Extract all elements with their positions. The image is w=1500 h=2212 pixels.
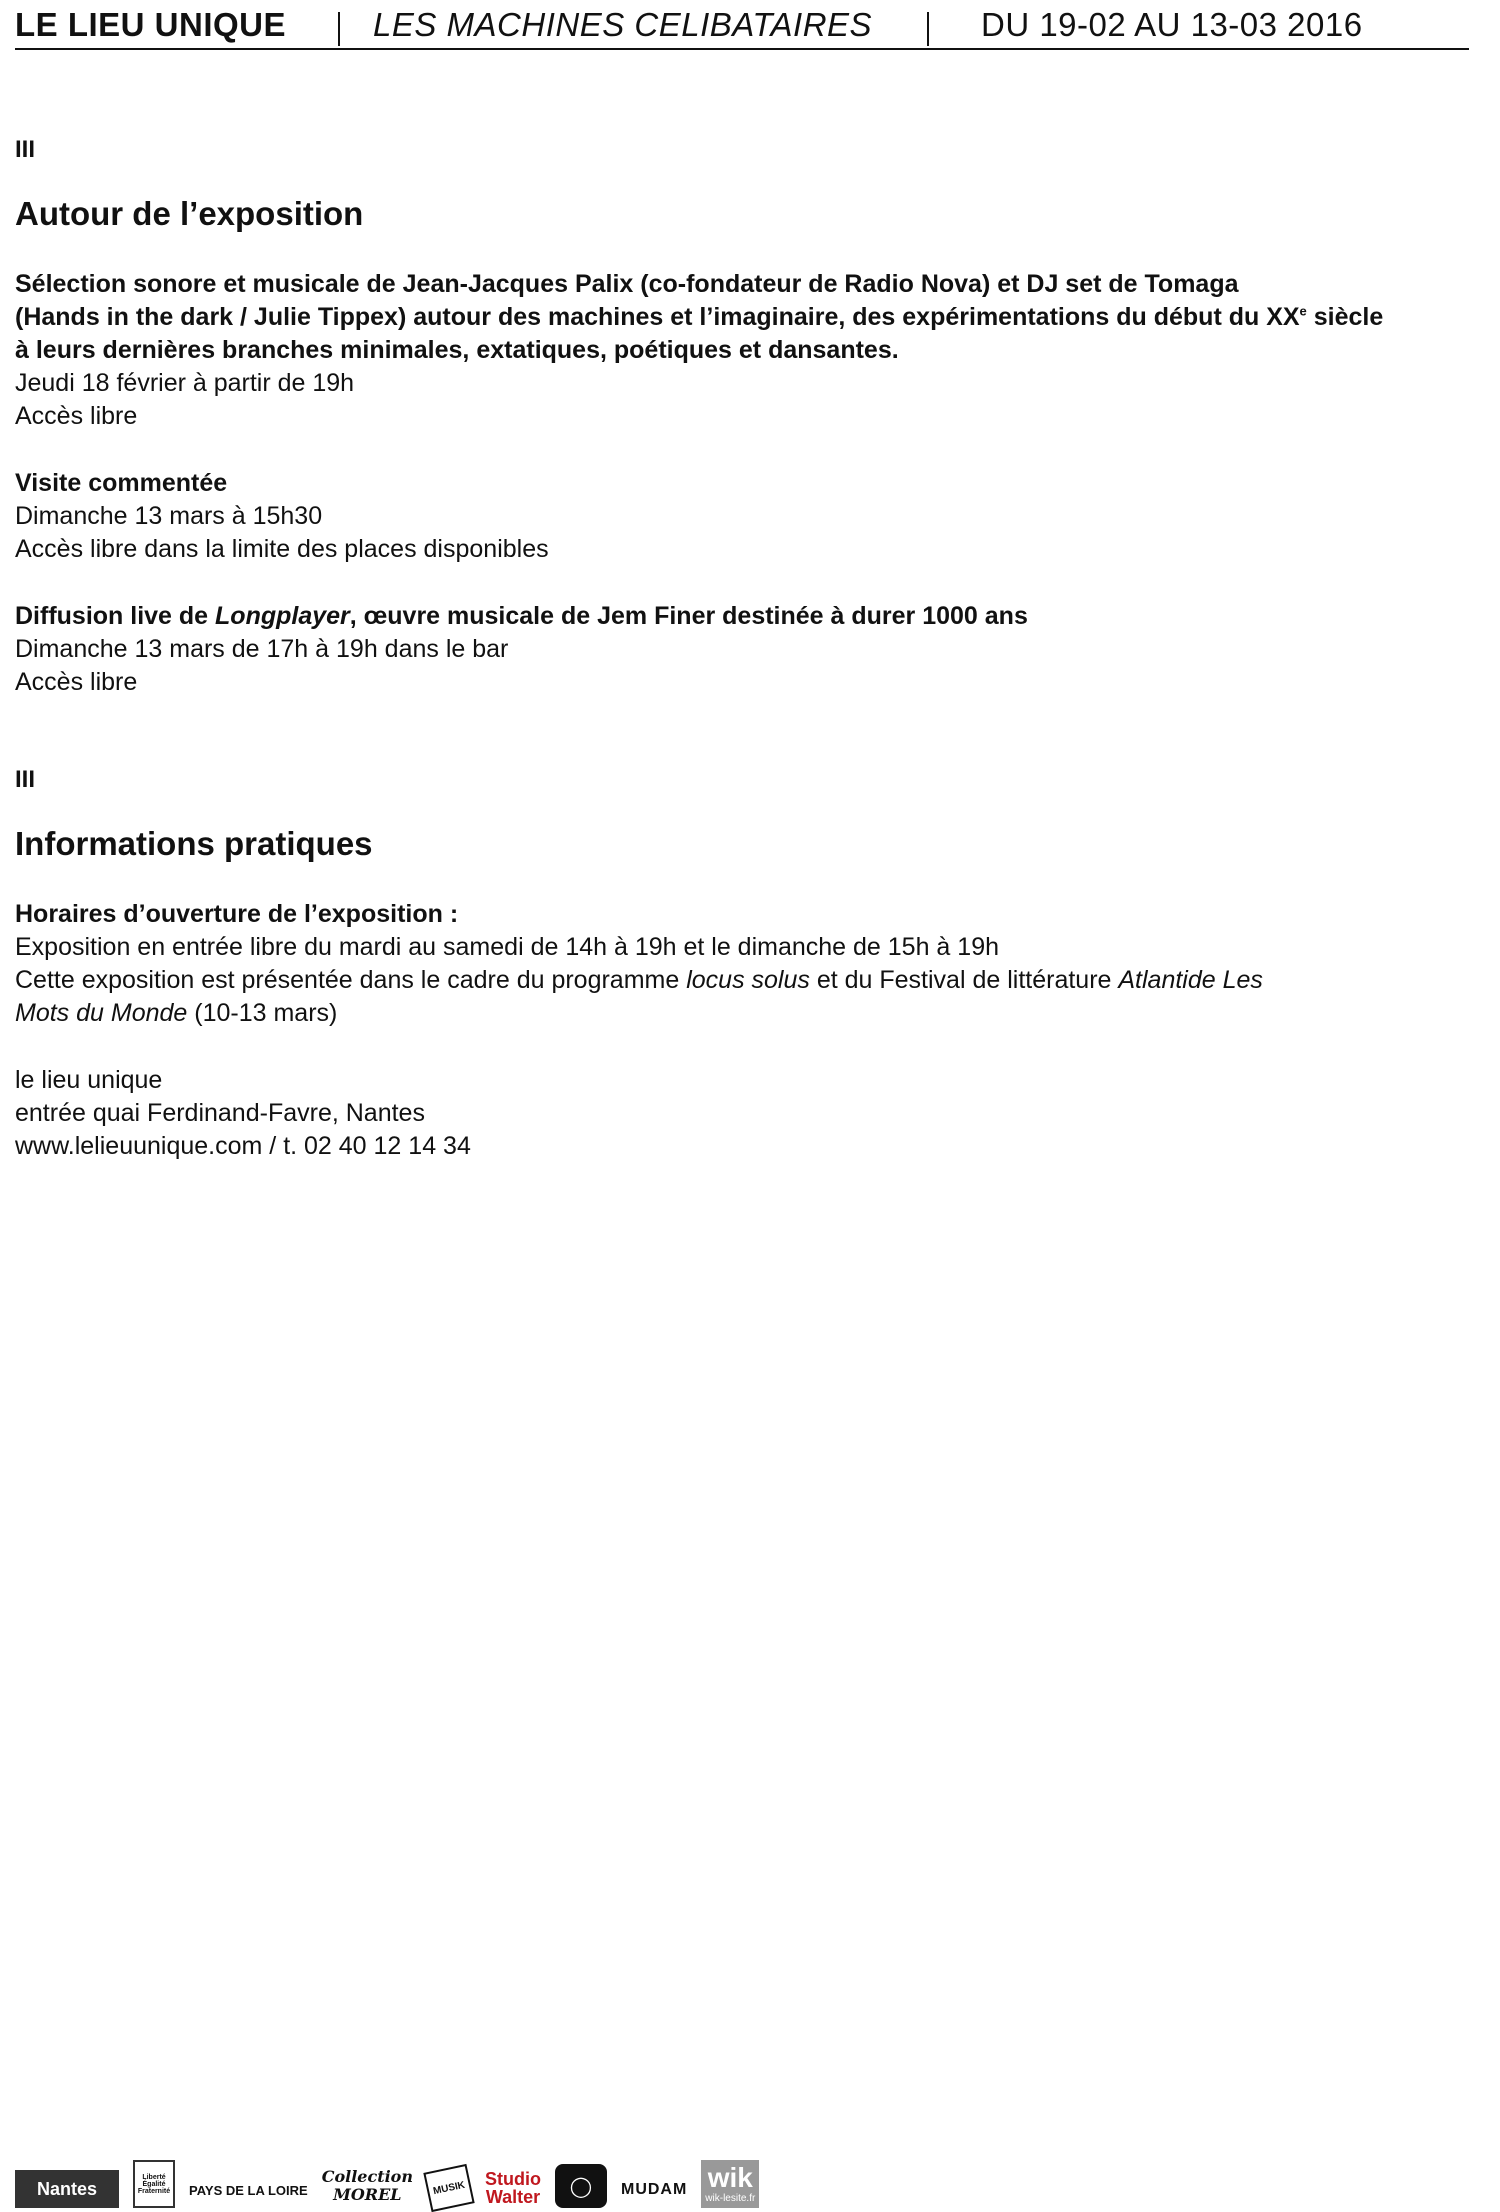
selection-text: Sélection sonore et musicale de Jean-Jacques Palix (co-fondateur de Radio Nova) et DJ set de Tomaga — [15, 270, 1239, 298]
event-title: Diffusion live de Longplayer, œuvre musicale de Jem Finer destinée à durer 1000 ans — [15, 602, 1028, 630]
header-venue: LE LIEU UNIQUE — [15, 6, 287, 43]
mudam-logo: MUDAM — [620, 2181, 688, 2198]
header-separator — [927, 12, 929, 46]
event-date: Dimanche 13 mars de 17h à 19h dans le bar — [15, 635, 509, 663]
wik-logo: wik wik-lesite.fr — [701, 2160, 759, 2208]
event-access: Accès libre dans la limite des places disponibles — [15, 535, 549, 563]
nantes-logo: Nantes — [15, 2170, 119, 2208]
hours-title: Horaires d’ouverture de l’exposition : — [15, 900, 459, 928]
section-marker: III — [15, 766, 36, 793]
header-separator — [338, 12, 340, 46]
bicycle-logo: ◯ — [555, 2164, 607, 2208]
section-heading: Informations pratiques — [15, 825, 373, 862]
venue-name: le lieu unique — [15, 1066, 163, 1094]
event-title: Visite commentée — [15, 469, 228, 497]
musik-logo: MUSIK — [423, 2164, 474, 2212]
event-access: Accès libre — [15, 668, 138, 696]
event-date: Jeudi 18 février à partir de 19h — [15, 369, 355, 397]
section-heading: Autour de l’exposition — [15, 195, 364, 232]
venue-contact: www.lelieuunique.com / t. 02 40 12 14 34 — [15, 1132, 471, 1160]
venue-address: entrée quai Ferdinand-Favre, Nantes — [15, 1099, 425, 1127]
header-exhibition-title: LES MACHINES CELIBATAIRES — [373, 6, 873, 43]
page-header — [15, 6, 1469, 50]
collection-morel-logo: Collection MOREL — [321, 2167, 413, 2204]
section-marker: III — [15, 136, 36, 163]
hours-text: Exposition en entrée libre du mardi au samedi de 14h à 19h et le dimanche de 15h à 19h — [15, 933, 999, 961]
event-date: Dimanche 13 mars à 15h30 — [15, 502, 323, 530]
event-access: Accès libre — [15, 402, 138, 430]
selection-text: à leurs dernières branches minimales, extatiques, poétiques et dansantes. — [15, 336, 899, 364]
context-text: Mots du Monde (10-13 mars) — [15, 999, 338, 1027]
etat-logo: Liberté Égalité Fraternité — [133, 2160, 175, 2208]
partner-logos — [15, 2160, 775, 2208]
studio-walter-logo: Studio Walter — [484, 2169, 541, 2207]
pays-de-la-loire-logo: PAYS DE LA LOIRE — [189, 2182, 308, 2198]
header-dates: DU 19-02 AU 13-03 2016 — [981, 6, 1363, 43]
context-text: Cette exposition est présentée dans le cadre du programme locus solus et du Festival de littérature Atlantide Les — [15, 966, 1263, 994]
selection-text: (Hands in the dark / Julie Tippex) autour des machines et l’imaginaire, des expérimentations du début du XXe siècle — [15, 303, 1384, 331]
